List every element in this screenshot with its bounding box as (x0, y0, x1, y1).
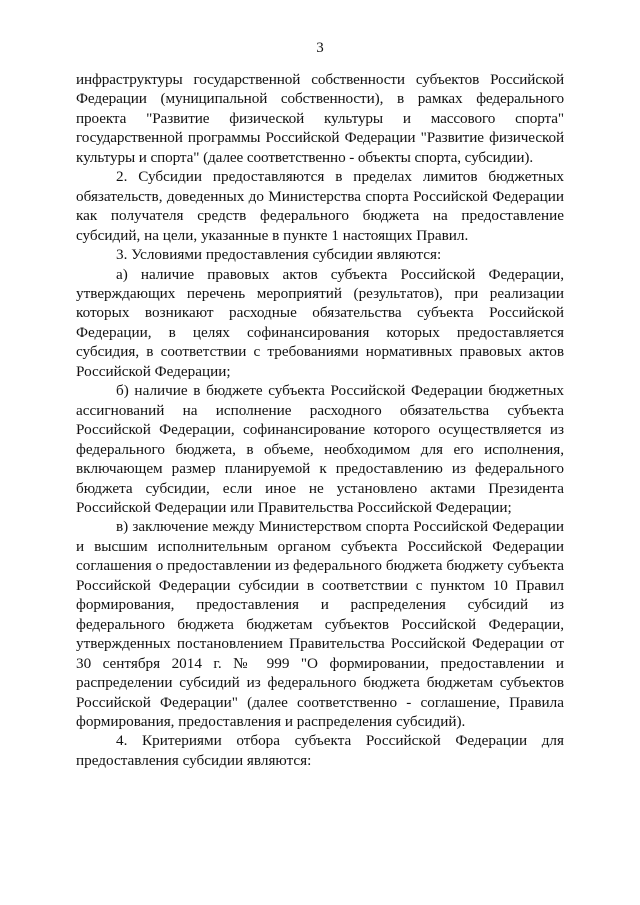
paragraph-item-2: 2. Субсидии предоставляются в пределах лимитов бюджетных обязательств, доведенных до Министерства спорта Российской Федерации как получателя средств федерального бюджета на предоставление субсидий, на цели, указанные в пункте 1 настоящих Правил. (76, 168, 564, 244)
paragraph-subitem-b: б) наличие в бюджете субъекта Российской Федерации бюджетных ассигнований на исполнение расходного обязательства субъекта Российской Федерации, софинансирование которого осуществляется из федерального бюджета, в объеме, необходимом для его исполнения, включающем размер планируемой к предоставлению из федерального бюджета субсидии, если иное не установлено актами Президента Российской Федерации или Правительства Российской Федерации; (76, 382, 564, 516)
paragraph-continuation: инфраструктуры государственной собственности субъектов Российской Федерации (муниципальной собственности), в рамках федерального проекта "Развитие физической культуры и массового спорта" государственной программы Российской Федерации "Развитие физической культуры и спорта" (далее соответственно - объекты спорта, субсидии). (76, 71, 564, 166)
document-body (76, 70, 564, 770)
paragraph-item-3: 3. Условиями предоставления субсидии являются: (116, 246, 442, 264)
paragraph-subitem-v: в) заключение между Министерством спорта Российской Федерации и высшим исполнительным органом субъекта Российской Федерации соглашения о предоставлении из федерального бюджета бюджету субъекта Российской Федерации субсидии в соответствии с пунктом 10 Правил формирования, предоставления и распределения субсидий из федерального бюджета бюджетам субъектов Российской Федерации, утвержденных постановлением Правительства Российской Федерации от 30 сентября 2014 г. № 999 "О формировании, предоставлении и распределении субсидий из федерального бюджета бюджетам субъектов Российской Федерации" (далее соответственно - соглашение, Правила формирования, предоставления и распределения субсидий). (76, 518, 564, 730)
paragraph-subitem-a: а) наличие правовых актов субъекта Российской Федерации, утверждающих перечень мероприятий (результатов), при реализации которых возникают расходные обязательства субъекта Российской Федерации, в целях софинансирования которых предоставляется субсидия, в соответствии с требованиями нормативных правовых актов Российской Федерации; (76, 265, 564, 380)
paragraph-item-4: 4. Критериями отбора субъекта Российской Федерации для предоставления субсидии являются: (76, 732, 564, 769)
page-number: 3 (316, 40, 324, 56)
